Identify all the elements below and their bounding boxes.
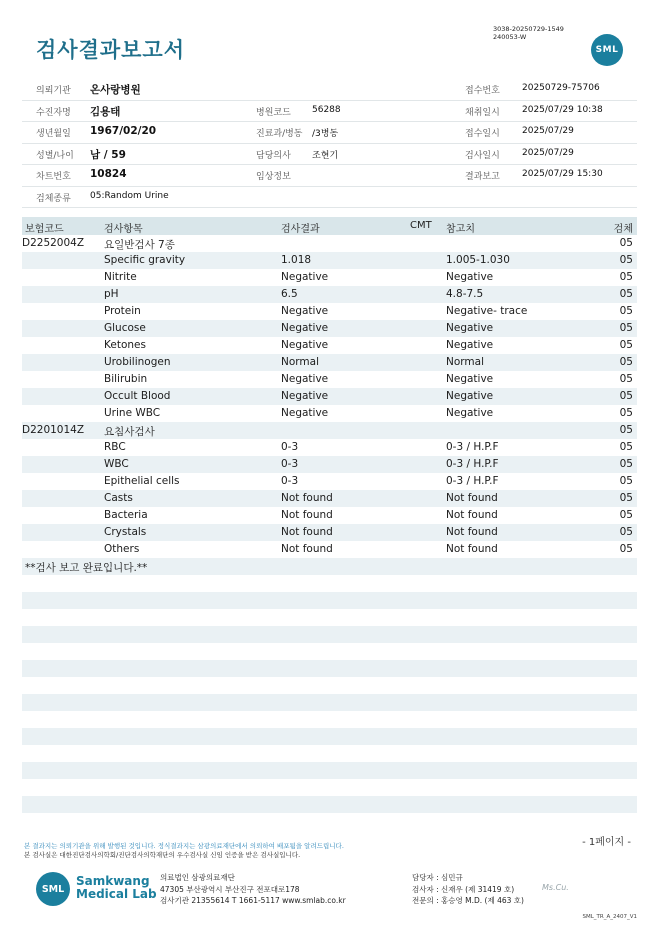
blank-row <box>22 626 637 643</box>
cell-result: Not found <box>281 543 333 555</box>
cell-test-item: Bacteria <box>104 509 148 521</box>
cell-specimen: 05 <box>619 492 633 504</box>
cell-test-item: Bilirubin <box>104 373 148 385</box>
lab-address <box>160 872 346 907</box>
document-code <box>493 26 564 41</box>
cell-specimen: 05 <box>619 407 633 419</box>
cell-test-item: Urine WBC <box>104 407 161 419</box>
info-label: 결과보고 <box>465 172 500 182</box>
info-label: 차트번호 <box>36 172 71 182</box>
cell-result: 0-3 <box>281 441 299 453</box>
table-row <box>22 388 637 405</box>
cell-specimen: 05 <box>619 356 633 368</box>
cell-test-item: Protein <box>104 305 141 317</box>
info-value: 2025/07/29 <box>522 147 574 158</box>
sml-footer-logo-text: SML <box>41 883 65 895</box>
cell-result: Normal <box>281 356 319 368</box>
info-value: 온사랑병원 <box>90 84 141 96</box>
sml-footer-logo <box>36 872 70 906</box>
lab-name-line-2: Medical Lab <box>76 887 157 901</box>
header-result: 검사결과 <box>281 224 320 235</box>
cell-reference: Negative <box>446 390 494 402</box>
page-number: - 1페이지 - <box>582 837 631 848</box>
sml-logo-text: SML <box>595 45 619 55</box>
completion-row <box>22 558 637 575</box>
cell-test-item: Epithelial cells <box>104 475 180 487</box>
info-value: 05:Random Urine <box>90 190 169 201</box>
table-row <box>22 541 637 558</box>
address-line-2: 47305 부산광역시 부산진구 전포대로178 <box>160 884 300 894</box>
table-row <box>22 320 637 337</box>
info-value: 2025/07/29 <box>522 126 574 136</box>
staff-manager: 담당자 : 심민규 <box>412 873 463 882</box>
info-label: 채취일시 <box>465 107 500 118</box>
info-value: 20250729-75706 <box>522 83 600 93</box>
cell-test-item: Crystals <box>104 526 147 538</box>
cell-result: 0-3 <box>281 475 299 487</box>
table-row <box>22 456 637 473</box>
table-row <box>22 439 637 456</box>
cell-reference: Negative <box>446 373 494 385</box>
info-label: 임상정보 <box>256 172 291 182</box>
cell-specimen: 05 <box>619 458 633 470</box>
info-value: 10824 <box>90 168 127 180</box>
info-label: 접수일시 <box>465 129 500 139</box>
cell-specimen: 05 <box>619 271 633 283</box>
table-row <box>22 422 637 439</box>
lab-name-line-1: Samkwang <box>76 874 150 888</box>
info-row <box>22 79 637 101</box>
cell-reference: Negative <box>446 322 494 334</box>
cell-specimen: 05 <box>619 237 633 249</box>
patient-info <box>22 79 637 208</box>
cell-specimen: 05 <box>619 509 633 521</box>
table-row <box>22 286 637 303</box>
cell-specimen: 05 <box>619 322 633 334</box>
report-title: 검사결과보고서 <box>36 38 186 62</box>
cell-test-item: Others <box>104 543 140 555</box>
cell-specimen: 05 <box>619 254 633 266</box>
blank-row <box>22 796 637 813</box>
table-row <box>22 303 637 320</box>
staff-specialist: 전문의 : 홍승영 M.D. (제 463 호) <box>412 896 524 905</box>
form-code: SML_TR_A_2407_V1 <box>582 914 637 920</box>
staff-list <box>412 872 524 907</box>
info-label: 접수번호 <box>465 86 500 96</box>
cell-result: Negative <box>281 271 329 283</box>
info-row <box>22 187 637 209</box>
cell-specimen: 05 <box>619 305 633 317</box>
cell-specimen: 05 <box>619 441 633 453</box>
cell-insurance-code: D2201014Z <box>22 424 85 436</box>
cell-result: 1.018 <box>281 254 312 266</box>
cell-reference: Not found <box>446 492 498 504</box>
info-label: 담당의사 <box>256 150 291 161</box>
cell-test-item: Specific gravity <box>104 254 186 266</box>
cell-insurance-code: D2252004Z <box>22 237 85 249</box>
cell-reference: 0-3 / H.P.F <box>446 458 499 470</box>
accreditation-note: 본 검사실은 대한진단검사의학회/진단검사의학재단의 우수검사실 신임 인증을 받은 검사실입니다. <box>24 851 301 859</box>
sml-logo <box>591 34 623 66</box>
table-row <box>22 252 637 269</box>
cell-reference: Negative <box>446 407 494 419</box>
header-specimen: 검체 <box>613 224 633 235</box>
table-row <box>22 473 637 490</box>
blank-rows <box>22 592 637 830</box>
info-label: 진료과/병동 <box>256 129 303 139</box>
cell-test-item: Nitrite <box>104 271 137 283</box>
info-label: 의뢰기관 <box>36 86 71 96</box>
info-value: 56288 <box>312 104 341 115</box>
cell-result: Negative <box>281 322 329 334</box>
info-value: 2025/07/29 15:30 <box>522 169 603 179</box>
cell-test-item: 요침사검사 <box>104 426 155 438</box>
cell-result: Negative <box>281 407 329 419</box>
info-value: 김용태 <box>90 105 121 118</box>
cell-specimen: 05 <box>619 373 633 385</box>
cell-specimen: 05 <box>619 475 633 487</box>
cell-test-item: Urobilinogen <box>104 356 171 368</box>
table-row <box>22 524 637 541</box>
cell-test-item: WBC <box>104 458 129 470</box>
cell-result: 6.5 <box>281 288 298 300</box>
cell-reference: Negative- trace <box>446 305 528 317</box>
table-row <box>22 371 637 388</box>
table-row <box>22 490 637 507</box>
staff-tester: 검사자 : 신재우 (제 31419 호) <box>412 884 515 894</box>
cell-test-item: pH <box>104 288 119 300</box>
cell-result: Not found <box>281 509 333 521</box>
disclaimer-note: 본 결과지는 의뢰기관을 위해 발행된 것입니다. 정식결과지는 삼광의료재단에서 의뢰하여 배포됨을 알려드립니다. <box>24 842 344 850</box>
completion-note: **검사 보고 완료입니다.** <box>25 562 148 574</box>
info-label: 병원코드 <box>256 107 291 118</box>
table-row <box>22 269 637 286</box>
blank-row <box>22 762 637 779</box>
cell-specimen: 05 <box>619 424 633 436</box>
cell-specimen: 05 <box>619 526 633 538</box>
cell-specimen: 05 <box>619 339 633 351</box>
cell-test-item: Casts <box>104 492 133 504</box>
lab-name <box>76 875 157 901</box>
info-label: 검사일시 <box>465 150 500 161</box>
cell-reference: Not found <box>446 509 498 521</box>
table-row <box>22 235 637 252</box>
cell-reference: Not found <box>446 526 498 538</box>
header-code: 보험코드 <box>25 224 64 235</box>
cell-reference: 0-3 / H.P.F <box>446 475 499 487</box>
header-item: 검사항목 <box>104 224 143 235</box>
info-value: 남 / 59 <box>90 148 126 161</box>
cell-result: Negative <box>281 339 329 351</box>
cell-test-item: Glucose <box>104 322 146 334</box>
cell-result: Negative <box>281 390 329 402</box>
blank-row <box>22 694 637 711</box>
blank-row <box>22 592 637 609</box>
address-line-1: 의료법인 삼광의료재단 <box>160 873 235 882</box>
info-value: 조현기 <box>312 150 339 161</box>
table-body <box>22 235 637 558</box>
cell-test-item: Ketones <box>104 339 146 351</box>
address-line-3: 검사기관 21355614 T 1661-5117 www.smlab.co.kr <box>160 896 346 905</box>
info-label: 생년월일 <box>36 129 71 139</box>
cell-test-item: 요일반검사 7종 <box>104 239 175 251</box>
cell-test-item: RBC <box>104 441 126 453</box>
info-label: 수진자명 <box>36 107 71 118</box>
cell-reference: 4.8-7.5 <box>446 288 484 300</box>
cell-reference: Not found <box>446 543 498 555</box>
cell-reference: Negative <box>446 339 494 351</box>
cell-result: 0-3 <box>281 458 299 470</box>
document-code-line-1: 3038-20250729-1549 <box>493 25 564 33</box>
info-label: 검체종류 <box>36 193 71 204</box>
header-reference: 참고치 <box>446 224 475 235</box>
info-value: 2025/07/29 10:38 <box>522 104 603 115</box>
table-row <box>22 337 637 354</box>
cell-result: Negative <box>281 373 329 385</box>
info-row <box>22 101 637 123</box>
info-value: /3병동 <box>312 129 339 139</box>
cell-test-item: Occult Blood <box>104 390 171 402</box>
cell-result: Not found <box>281 526 333 538</box>
blank-row <box>22 660 637 677</box>
info-label: 성별/나이 <box>36 150 74 161</box>
cell-specimen: 05 <box>619 288 633 300</box>
info-row <box>22 144 637 166</box>
header-cmt: CMT <box>410 220 432 231</box>
result-table <box>22 217 637 575</box>
table-row <box>22 405 637 422</box>
table-row <box>22 354 637 371</box>
blank-row <box>22 728 637 745</box>
info-row <box>22 122 637 144</box>
table-header <box>22 217 637 235</box>
cell-result: Negative <box>281 305 329 317</box>
cell-reference: 1.005-1.030 <box>446 254 510 266</box>
cell-reference: Negative <box>446 271 494 283</box>
info-row <box>22 165 637 187</box>
info-value: 1967/02/20 <box>90 125 157 137</box>
table-row <box>22 507 637 524</box>
document-code-line-2: 240053-W <box>493 32 527 41</box>
cell-specimen: 05 <box>619 390 633 402</box>
cell-reference: 0-3 / H.P.F <box>446 441 499 453</box>
signature: Ms.Cu. <box>542 883 569 892</box>
cell-reference: Normal <box>446 356 484 368</box>
cell-specimen: 05 <box>619 543 633 555</box>
cell-result: Not found <box>281 492 333 504</box>
